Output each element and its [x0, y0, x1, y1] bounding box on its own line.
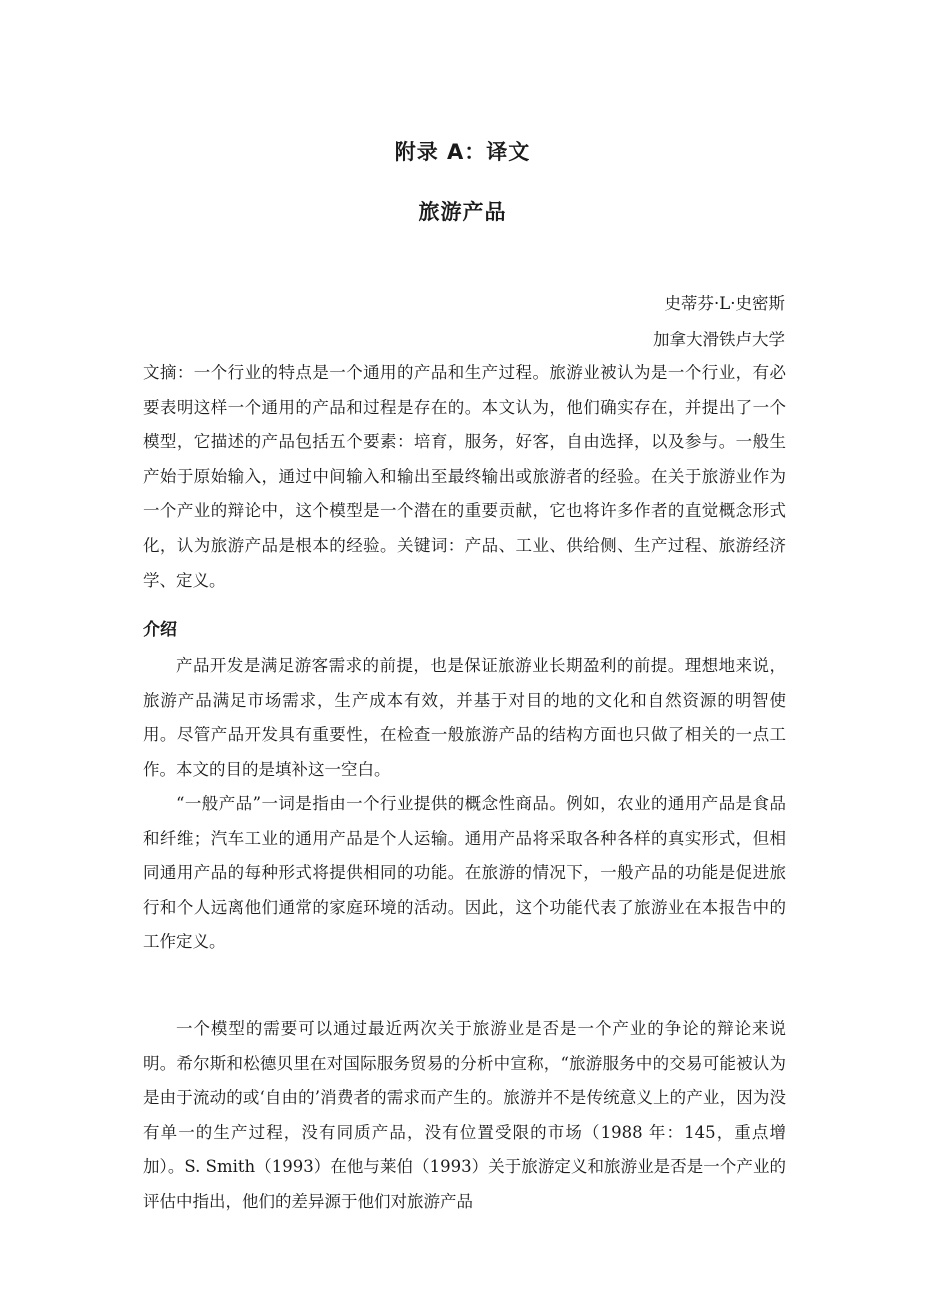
- body-paragraph-1: 产品开发是满足游客需求的前提，也是保证旅游业长期盈利的前提。理想地来说，旅游产品满足市场需求，生产成本有效，并基于对目的地的文化和自然资源的明智使用。尽管产品开发具有重要性，在检查一般旅游产品的结构方面也只做了相关的一点工作。本文的目的是填补这一空白。: [143, 656, 786, 779]
- abstract-paragraph: 文摘：一个行业的特点是一个通用的产品和生产过程。旅游业被认为是一个行业，有必要表明这样一个通用的产品和过程是存在的。本文认为，他们确实存在，并提出了一个模型，它描述的产品包括五个要素：培育，服务，好客，自由选择，以及参与。一般生产始于原始输入，通过中间输入和输出至最终输出或旅游者的经验。在关于旅游业作为一个产业的辩论中，这个模型是一个潜在的重要贡献，它也将许多作者的直觉概念形式化，认为旅游产品是根本的经验。关键词：产品、工业、供给侧、生产过程、旅游经济学、定义。: [143, 363, 786, 590]
- appendix-title: 附录 A：译文: [394, 140, 531, 164]
- author-affiliation: 加拿大滑铁卢大学: [653, 330, 785, 349]
- body-paragraph-2: “一般产品”一词是指由一个行业提供的概念性商品。例如，农业的通用产品是食品和纤维；汽车工业的通用产品是个人运输。通用产品将采取各种各样的真实形式，但相同通用产品的每种形式将提供相同的功能。在旅游的情况下，一般产品的功能是促进旅行和个人远离他们通常的家庭环境的活动。因此，这个功能代表了旅游业在本报告中的工作定义。: [143, 794, 786, 952]
- body-paragraph-3: 一个模型的需要可以通过最近两次关于旅游业是否是一个产业的争论的辩论来说明。希尔斯和松德贝里在对国际服务贸易的分析中宣称，“旅游服务中的交易可能被认为是由于流动的或‘自由的’消费者的需求而产生的。旅游并不是传统意义上的产业，因为没有单一的生产过程，没有同质产品，没有位置受限的市场（1988 年：145，重点增加）。S. Smith（1993）在他与莱伯（1993）关于旅游定义和旅游业是否是一个产业的评估中指出，他们的差异源于他们对旅游产品: [143, 1019, 786, 1211]
- author-name: 史蒂芬·L·史密斯: [664, 294, 785, 313]
- article-title: 旅游产品: [418, 200, 507, 224]
- section-heading-introduction: 介绍: [143, 620, 177, 640]
